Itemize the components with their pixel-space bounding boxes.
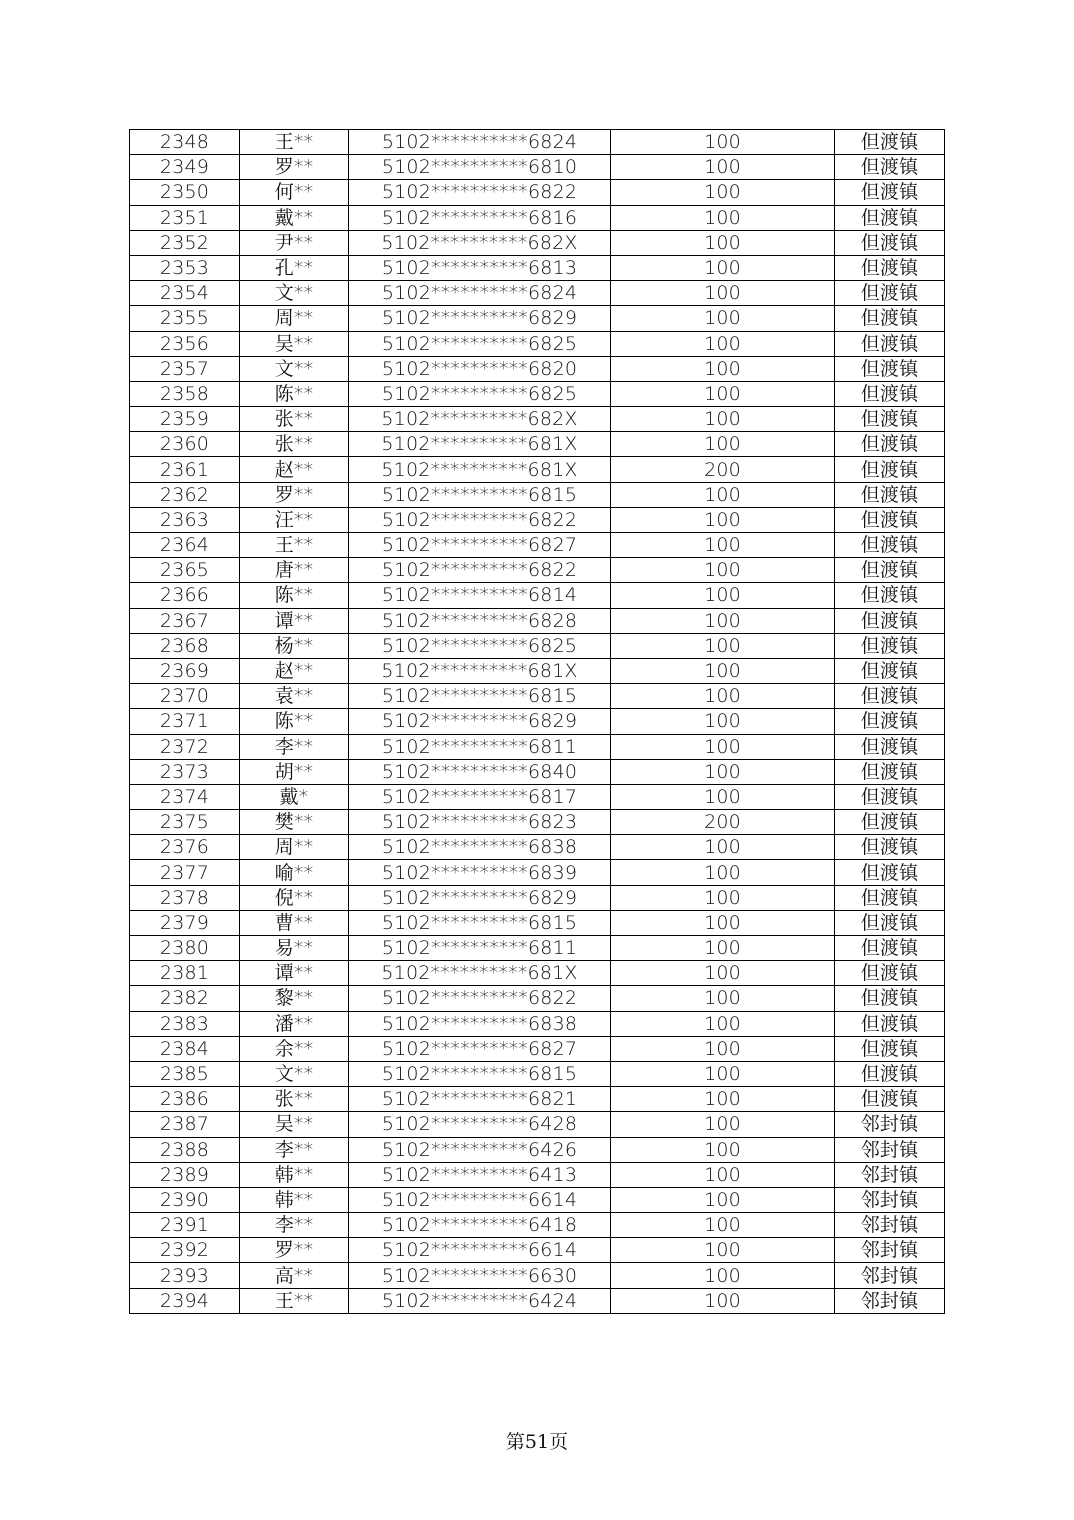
table-row [130, 1213, 945, 1238]
amount-cell: 100 [611, 507, 835, 532]
town-cell: 但渡镇 [835, 734, 945, 759]
name-cell: 文** [240, 356, 349, 381]
name-cell: 吴** [240, 331, 349, 356]
id-number-cell: 5102**********682X [349, 230, 611, 255]
row-number-cell: 2358 [130, 381, 240, 406]
table-row [130, 658, 945, 683]
row-number-cell: 2361 [130, 457, 240, 482]
name-cell: 何** [240, 180, 349, 205]
id-number-cell: 5102**********6823 [349, 810, 611, 835]
id-number-cell: 5102**********6828 [349, 608, 611, 633]
id-number-cell: 5102**********6814 [349, 583, 611, 608]
row-number-cell: 2373 [130, 759, 240, 784]
amount-cell: 100 [611, 961, 835, 986]
table-row [130, 1087, 945, 1112]
id-number-cell: 5102**********6827 [349, 1036, 611, 1061]
table-row [130, 608, 945, 633]
town-cell: 邻封镇 [835, 1137, 945, 1162]
town-cell: 但渡镇 [835, 961, 945, 986]
town-cell: 但渡镇 [835, 860, 945, 885]
row-number-cell: 2389 [130, 1162, 240, 1187]
town-cell: 但渡镇 [835, 130, 945, 155]
id-number-cell: 5102**********6822 [349, 986, 611, 1011]
amount-cell: 100 [611, 255, 835, 280]
town-cell: 邻封镇 [835, 1187, 945, 1212]
amount-cell: 100 [611, 709, 835, 734]
table-row [130, 1061, 945, 1086]
id-number-cell: 5102**********6838 [349, 1011, 611, 1036]
id-number-cell: 5102**********6838 [349, 835, 611, 860]
amount-cell: 100 [611, 759, 835, 784]
id-number-cell: 5102**********6820 [349, 356, 611, 381]
town-cell: 邻封镇 [835, 1112, 945, 1137]
town-cell: 但渡镇 [835, 759, 945, 784]
row-number-cell: 2369 [130, 658, 240, 683]
row-number-cell: 2367 [130, 608, 240, 633]
name-cell: 韩** [240, 1187, 349, 1212]
name-cell: 陈** [240, 381, 349, 406]
town-cell: 但渡镇 [835, 255, 945, 280]
row-number-cell: 2376 [130, 835, 240, 860]
id-number-cell: 5102**********682X [349, 407, 611, 432]
town-cell: 但渡镇 [835, 658, 945, 683]
amount-cell: 100 [611, 1011, 835, 1036]
id-number-cell: 5102**********6426 [349, 1137, 611, 1162]
id-number-cell: 5102**********6824 [349, 281, 611, 306]
town-cell: 邻封镇 [835, 1213, 945, 1238]
amount-cell: 100 [611, 533, 835, 558]
table-row [130, 180, 945, 205]
row-number-cell: 2349 [130, 155, 240, 180]
amount-cell: 100 [611, 1288, 835, 1313]
amount-cell: 100 [611, 558, 835, 583]
name-cell: 张** [240, 407, 349, 432]
row-number-cell: 2381 [130, 961, 240, 986]
id-number-cell: 5102**********6813 [349, 255, 611, 280]
id-number-cell: 5102**********6825 [349, 633, 611, 658]
town-cell: 但渡镇 [835, 1036, 945, 1061]
amount-cell: 100 [611, 986, 835, 1011]
id-number-cell: 5102**********6829 [349, 885, 611, 910]
amount-cell: 100 [611, 1112, 835, 1137]
name-cell: 韩** [240, 1162, 349, 1187]
amount-cell: 100 [611, 910, 835, 935]
id-number-cell: 5102**********6825 [349, 381, 611, 406]
row-number-cell: 2393 [130, 1263, 240, 1288]
name-cell: 陈** [240, 583, 349, 608]
name-cell: 谭** [240, 608, 349, 633]
table-row [130, 1238, 945, 1263]
row-number-cell: 2356 [130, 331, 240, 356]
town-cell: 但渡镇 [835, 810, 945, 835]
town-cell: 但渡镇 [835, 407, 945, 432]
town-cell: 但渡镇 [835, 608, 945, 633]
amount-cell: 200 [611, 457, 835, 482]
town-cell: 但渡镇 [835, 306, 945, 331]
id-number-cell: 5102**********6418 [349, 1213, 611, 1238]
table-row [130, 759, 945, 784]
table-row [130, 734, 945, 759]
table-row [130, 457, 945, 482]
name-cell: 戴** [240, 205, 349, 230]
town-cell: 但渡镇 [835, 1061, 945, 1086]
name-cell: 喻** [240, 860, 349, 885]
town-cell: 但渡镇 [835, 558, 945, 583]
town-cell: 但渡镇 [835, 936, 945, 961]
table-row [130, 381, 945, 406]
name-cell: 张** [240, 1087, 349, 1112]
amount-cell: 100 [611, 1213, 835, 1238]
id-number-cell: 5102**********6821 [349, 1087, 611, 1112]
row-number-cell: 2378 [130, 885, 240, 910]
name-cell: 樊** [240, 810, 349, 835]
table-row [130, 230, 945, 255]
name-cell: 罗** [240, 482, 349, 507]
name-cell: 王** [240, 533, 349, 558]
town-cell: 但渡镇 [835, 1011, 945, 1036]
roster-table-body [130, 130, 945, 1314]
row-number-cell: 2354 [130, 281, 240, 306]
page-number: 第51页 [505, 1431, 569, 1453]
row-number-cell: 2355 [130, 306, 240, 331]
row-number-cell: 2352 [130, 230, 240, 255]
name-cell: 李** [240, 1213, 349, 1238]
name-cell: 谭** [240, 961, 349, 986]
town-cell: 但渡镇 [835, 381, 945, 406]
row-number-cell: 2391 [130, 1213, 240, 1238]
id-number-cell: 5102**********6822 [349, 558, 611, 583]
table-row [130, 633, 945, 658]
amount-cell: 100 [611, 860, 835, 885]
amount-cell: 100 [611, 482, 835, 507]
id-number-cell: 5102**********6817 [349, 784, 611, 809]
id-number-cell: 5102**********6424 [349, 1288, 611, 1313]
name-cell: 汪** [240, 507, 349, 532]
town-cell: 但渡镇 [835, 835, 945, 860]
table-row [130, 356, 945, 381]
id-number-cell: 5102**********6825 [349, 331, 611, 356]
town-cell: 但渡镇 [835, 155, 945, 180]
id-number-cell: 5102**********6815 [349, 684, 611, 709]
id-number-cell: 5102**********6815 [349, 482, 611, 507]
amount-cell: 100 [611, 1187, 835, 1212]
name-cell: 李** [240, 1137, 349, 1162]
name-cell: 吴** [240, 1112, 349, 1137]
town-cell: 但渡镇 [835, 910, 945, 935]
name-cell: 戴* [240, 784, 349, 809]
id-number-cell: 5102**********6822 [349, 180, 611, 205]
name-cell: 易** [240, 936, 349, 961]
amount-cell: 100 [611, 1036, 835, 1061]
name-cell: 王** [240, 1288, 349, 1313]
row-number-cell: 2371 [130, 709, 240, 734]
amount-cell: 100 [611, 331, 835, 356]
table-row [130, 684, 945, 709]
table-row [130, 784, 945, 809]
id-number-cell: 5102**********6810 [349, 155, 611, 180]
town-cell: 但渡镇 [835, 583, 945, 608]
row-number-cell: 2350 [130, 180, 240, 205]
table-row [130, 432, 945, 457]
table-row [130, 986, 945, 1011]
id-number-cell: 5102**********6815 [349, 910, 611, 935]
table-row [130, 583, 945, 608]
id-number-cell: 5102**********6829 [349, 709, 611, 734]
table-row [130, 255, 945, 280]
table-row [130, 860, 945, 885]
row-number-cell: 2348 [130, 130, 240, 155]
amount-cell: 100 [611, 1137, 835, 1162]
table-row [130, 1288, 945, 1313]
table-row [130, 709, 945, 734]
row-number-cell: 2392 [130, 1238, 240, 1263]
name-cell: 倪** [240, 885, 349, 910]
table-row [130, 407, 945, 432]
table-row [130, 507, 945, 532]
town-cell: 邻封镇 [835, 1263, 945, 1288]
table-row [130, 130, 945, 155]
name-cell: 文** [240, 281, 349, 306]
table-row [130, 1263, 945, 1288]
name-cell: 罗** [240, 1238, 349, 1263]
amount-cell: 100 [611, 407, 835, 432]
name-cell: 唐** [240, 558, 349, 583]
id-number-cell: 5102**********6614 [349, 1238, 611, 1263]
town-cell: 但渡镇 [835, 784, 945, 809]
id-number-cell: 5102**********6839 [349, 860, 611, 885]
amount-cell: 100 [611, 155, 835, 180]
table-row [130, 835, 945, 860]
name-cell: 赵** [240, 457, 349, 482]
amount-cell: 100 [611, 306, 835, 331]
id-number-cell: 5102**********6816 [349, 205, 611, 230]
row-number-cell: 2357 [130, 356, 240, 381]
name-cell: 袁** [240, 684, 349, 709]
row-number-cell: 2374 [130, 784, 240, 809]
id-number-cell: 5102**********6840 [349, 759, 611, 784]
town-cell: 但渡镇 [835, 709, 945, 734]
id-number-cell: 5102**********6630 [349, 1263, 611, 1288]
table-row [130, 885, 945, 910]
id-number-cell: 5102**********6822 [349, 507, 611, 532]
town-cell: 邻封镇 [835, 1238, 945, 1263]
row-number-cell: 2372 [130, 734, 240, 759]
id-number-cell: 5102**********6824 [349, 130, 611, 155]
id-number-cell: 5102**********6811 [349, 936, 611, 961]
town-cell: 但渡镇 [835, 457, 945, 482]
town-cell: 但渡镇 [835, 507, 945, 532]
table-row [130, 1011, 945, 1036]
amount-cell: 100 [611, 835, 835, 860]
amount-cell: 100 [611, 1061, 835, 1086]
id-number-cell: 5102**********681X [349, 961, 611, 986]
town-cell: 邻封镇 [835, 1288, 945, 1313]
amount-cell: 100 [611, 734, 835, 759]
row-number-cell: 2386 [130, 1087, 240, 1112]
id-number-cell: 5102**********681X [349, 432, 611, 457]
amount-cell: 100 [611, 936, 835, 961]
row-number-cell: 2377 [130, 860, 240, 885]
town-cell: 但渡镇 [835, 432, 945, 457]
amount-cell: 100 [611, 885, 835, 910]
town-cell: 但渡镇 [835, 356, 945, 381]
row-number-cell: 2394 [130, 1288, 240, 1313]
row-number-cell: 2360 [130, 432, 240, 457]
amount-cell: 100 [611, 205, 835, 230]
table-row [130, 810, 945, 835]
town-cell: 但渡镇 [835, 205, 945, 230]
table-row [130, 1162, 945, 1187]
id-number-cell: 5102**********6413 [349, 1162, 611, 1187]
name-cell: 张** [240, 432, 349, 457]
row-number-cell: 2390 [130, 1187, 240, 1212]
name-cell: 周** [240, 835, 349, 860]
amount-cell: 100 [611, 1087, 835, 1112]
table-row [130, 155, 945, 180]
row-number-cell: 2363 [130, 507, 240, 532]
table-row [130, 331, 945, 356]
row-number-cell: 2383 [130, 1011, 240, 1036]
name-cell: 孔** [240, 255, 349, 280]
id-number-cell: 5102**********681X [349, 658, 611, 683]
row-number-cell: 2366 [130, 583, 240, 608]
id-number-cell: 5102**********6614 [349, 1187, 611, 1212]
town-cell: 但渡镇 [835, 633, 945, 658]
name-cell: 杨** [240, 633, 349, 658]
table-row [130, 1036, 945, 1061]
town-cell: 但渡镇 [835, 331, 945, 356]
amount-cell: 100 [611, 230, 835, 255]
town-cell: 但渡镇 [835, 180, 945, 205]
id-number-cell: 5102**********6428 [349, 1112, 611, 1137]
row-number-cell: 2387 [130, 1112, 240, 1137]
table-row [130, 1137, 945, 1162]
id-number-cell: 5102**********6811 [349, 734, 611, 759]
table-row [130, 533, 945, 558]
table-row [130, 961, 945, 986]
name-cell: 赵** [240, 658, 349, 683]
amount-cell: 100 [611, 684, 835, 709]
town-cell: 但渡镇 [835, 482, 945, 507]
town-cell: 但渡镇 [835, 1087, 945, 1112]
amount-cell: 100 [611, 1162, 835, 1187]
table-row [130, 306, 945, 331]
row-number-cell: 2380 [130, 936, 240, 961]
table-row [130, 205, 945, 230]
name-cell: 周** [240, 306, 349, 331]
amount-cell: 100 [611, 281, 835, 306]
amount-cell: 100 [611, 658, 835, 683]
name-cell: 黎** [240, 986, 349, 1011]
row-number-cell: 2364 [130, 533, 240, 558]
row-number-cell: 2370 [130, 684, 240, 709]
name-cell: 潘** [240, 1011, 349, 1036]
town-cell: 但渡镇 [835, 533, 945, 558]
name-cell: 余** [240, 1036, 349, 1061]
town-cell: 但渡镇 [835, 684, 945, 709]
name-cell: 罗** [240, 155, 349, 180]
name-cell: 陈** [240, 709, 349, 734]
row-number-cell: 2368 [130, 633, 240, 658]
table-row [130, 482, 945, 507]
amount-cell: 100 [611, 356, 835, 381]
town-cell: 但渡镇 [835, 230, 945, 255]
roster-table [129, 129, 945, 1314]
amount-cell: 100 [611, 1263, 835, 1288]
name-cell: 李** [240, 734, 349, 759]
row-number-cell: 2382 [130, 986, 240, 1011]
amount-cell: 100 [611, 784, 835, 809]
row-number-cell: 2353 [130, 255, 240, 280]
name-cell: 王** [240, 130, 349, 155]
amount-cell: 100 [611, 180, 835, 205]
amount-cell: 100 [611, 130, 835, 155]
id-number-cell: 5102**********6829 [349, 306, 611, 331]
id-number-cell: 5102**********681X [349, 457, 611, 482]
table-row [130, 558, 945, 583]
id-number-cell: 5102**********6827 [349, 533, 611, 558]
amount-cell: 100 [611, 633, 835, 658]
row-number-cell: 2362 [130, 482, 240, 507]
name-cell: 高** [240, 1263, 349, 1288]
table-row [130, 281, 945, 306]
town-cell: 邻封镇 [835, 1162, 945, 1187]
amount-cell: 100 [611, 608, 835, 633]
row-number-cell: 2384 [130, 1036, 240, 1061]
row-number-cell: 2388 [130, 1137, 240, 1162]
row-number-cell: 2385 [130, 1061, 240, 1086]
row-number-cell: 2359 [130, 407, 240, 432]
table-row [130, 936, 945, 961]
table-row [130, 910, 945, 935]
amount-cell: 200 [611, 810, 835, 835]
amount-cell: 100 [611, 583, 835, 608]
name-cell: 胡** [240, 759, 349, 784]
town-cell: 但渡镇 [835, 986, 945, 1011]
table-row [130, 1112, 945, 1137]
row-number-cell: 2365 [130, 558, 240, 583]
amount-cell: 100 [611, 381, 835, 406]
town-cell: 但渡镇 [835, 281, 945, 306]
id-number-cell: 5102**********6815 [349, 1061, 611, 1086]
amount-cell: 100 [611, 1238, 835, 1263]
row-number-cell: 2351 [130, 205, 240, 230]
town-cell: 但渡镇 [835, 885, 945, 910]
name-cell: 文** [240, 1061, 349, 1086]
name-cell: 尹** [240, 230, 349, 255]
row-number-cell: 2379 [130, 910, 240, 935]
table-row [130, 1187, 945, 1212]
amount-cell: 100 [611, 432, 835, 457]
row-number-cell: 2375 [130, 810, 240, 835]
name-cell: 曹** [240, 910, 349, 935]
